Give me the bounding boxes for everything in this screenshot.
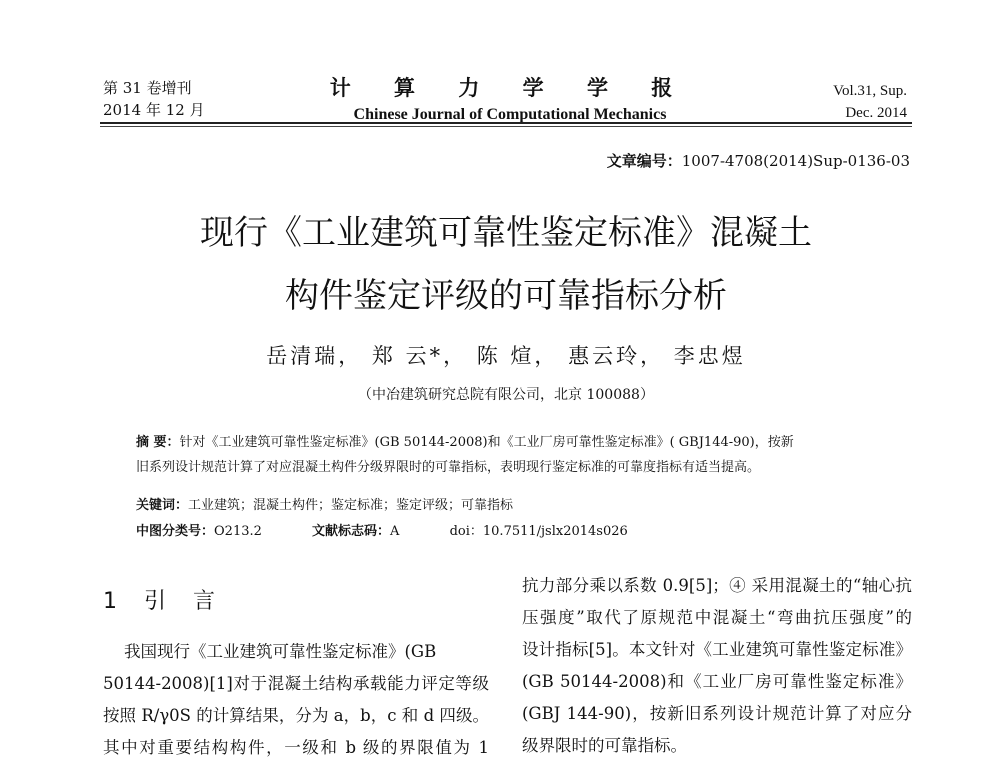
header-rule-thin: [100, 126, 912, 127]
journal-title-cn: 计 算 力 学 学 报: [329, 75, 691, 100]
paper-title-line2: 构件鉴定评级的可靠指标分析: [285, 276, 727, 316]
left-line: 我国现行《工业建筑可靠性鉴定标准》(GB: [103, 642, 437, 661]
article-number-label: 文章编号：: [606, 152, 682, 170]
volume-cn: 第 31 卷增刊: [103, 79, 192, 97]
right-line: (GBJ 144-90)，按新旧系列设计规范计算了对应分: [522, 704, 912, 723]
doi-label: doi：: [449, 524, 483, 539]
header-rule: [100, 122, 912, 124]
keywords-value: 工业建筑；混凝土构件；鉴定标准；鉴定评级；可靠指标: [188, 498, 514, 513]
keywords: [136, 494, 513, 513]
abstract-line2: 旧系列设计规范计算了对应混凝土构件分级界限时的可靠指标，表明现行鉴定标准的可靠度指标有适当提高。: [136, 460, 761, 475]
classification-line: [136, 520, 674, 539]
left-column: [103, 636, 489, 764]
clc-label: 中图分类号：: [136, 524, 215, 539]
volume-en: Vol.31, Sup.: [833, 83, 907, 99]
right-line: 设计指标[5]。本文针对《工业建筑可靠性鉴定标准》: [522, 640, 912, 659]
section-number: 1: [103, 589, 127, 614]
date-cn: 2014 年 12 月: [103, 101, 205, 119]
doc-code-value: A: [390, 524, 400, 539]
section-title: 引 言: [144, 589, 225, 614]
affiliation: （中冶建筑研究总院有限公司，北京 100088）: [358, 387, 654, 403]
right-line: 抗力部分乘以系数 0.9[5]；④ 采用混凝土的“轴心抗: [522, 576, 912, 595]
abstract: [136, 430, 896, 480]
right-line: 级界限时的可靠指标。: [522, 736, 687, 755]
header-left: [103, 77, 205, 121]
journal-title-en: Chinese Journal of Computational Mechanics: [353, 106, 667, 123]
keywords-label: 关键词：: [136, 498, 189, 513]
left-line: 按照 R/γ0S 的计算结果，分为 a，b，c 和 d 四级。: [103, 706, 489, 725]
clc-value: O213.2: [214, 524, 262, 539]
article-number: [607, 150, 910, 171]
article-number-value: 1007-4708(2014)Sup-0136-03: [681, 152, 910, 170]
paper-title-line1: 现行《工业建筑可靠性鉴定标准》混凝土: [200, 213, 812, 253]
section-heading: [103, 584, 225, 615]
left-line: 50144-2008)[1]对于混凝土结构承载能力评定等级: [103, 674, 489, 693]
right-line: 压强度”取代了原规范中混凝土“弯曲抗压强度”的: [522, 608, 912, 627]
authors: 岳清瑞， 郑 云*， 陈 煊， 惠云玲， 李忠煜: [266, 344, 746, 368]
abstract-label: 摘 要：: [136, 435, 180, 450]
doc-code-label: 文献标志码：: [312, 524, 391, 539]
right-line: (GB 50144-2008)和《工业厂房可靠性鉴定标准》: [522, 672, 912, 691]
doi-value: 10.7511/jslx2014s026: [482, 524, 628, 539]
header-right: [833, 80, 907, 124]
header-center: [300, 72, 720, 124]
right-column: [522, 570, 912, 762]
abstract-line1: 针对《工业建筑可靠性鉴定标准》(GB 50144-2008)和《工业厂房可靠性鉴定标准》( GBJ144-90)，按新: [179, 435, 794, 450]
date-en: Dec. 2014: [845, 105, 907, 121]
left-line: 其中对重要结构构件，一级和 b 级的界限值为 1: [103, 738, 489, 757]
